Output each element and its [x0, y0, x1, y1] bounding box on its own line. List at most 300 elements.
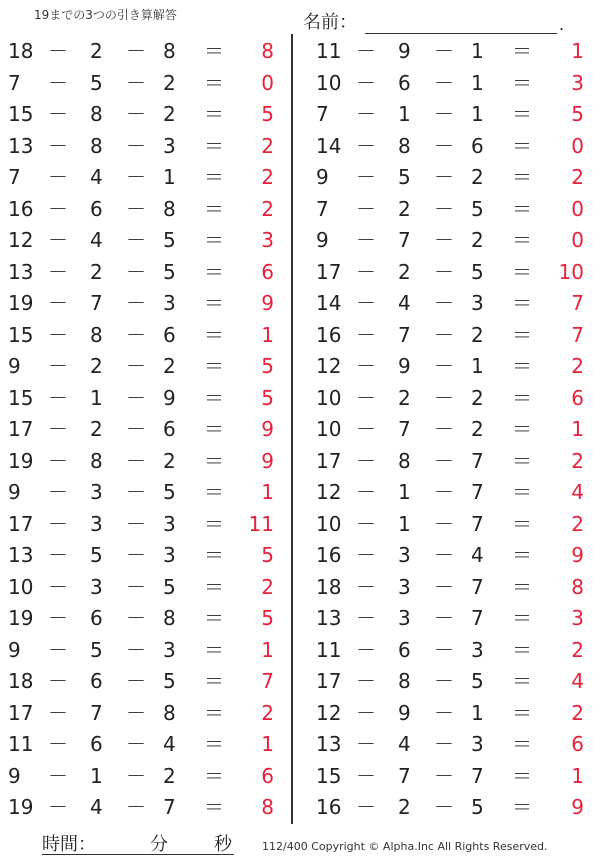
- equals-sign: ＝: [512, 606, 532, 630]
- first-number: 11: [316, 637, 342, 662]
- third-number: 2: [163, 763, 176, 788]
- answer: 5: [261, 543, 274, 567]
- second-number: 4: [90, 165, 103, 189]
- time-label: 時間：: [42, 834, 96, 855]
- third-number: 5: [163, 259, 176, 284]
- minus-sign: －: [356, 228, 376, 252]
- minus-sign: －: [434, 448, 454, 473]
- third-number: 5: [163, 574, 176, 599]
- problem-row: [0, 36, 290, 68]
- answer: 1: [571, 39, 584, 63]
- problem-row: [308, 666, 598, 698]
- minus-sign: －: [356, 606, 376, 630]
- answer: 2: [261, 700, 274, 725]
- minus-sign: －: [434, 637, 454, 662]
- second-number: 8: [90, 448, 103, 473]
- first-number: 19: [8, 291, 34, 315]
- minus-sign: －: [126, 732, 146, 756]
- minus-sign: －: [48, 417, 68, 441]
- equals-sign: ＝: [204, 574, 224, 599]
- first-number: 9: [316, 165, 329, 189]
- problem-row: [0, 162, 290, 194]
- seconds-label: 秒: [214, 834, 232, 855]
- minus-sign: －: [126, 196, 146, 221]
- minus-sign: －: [434, 543, 454, 567]
- equals-sign: ＝: [204, 70, 224, 95]
- problem-row: [0, 351, 290, 383]
- second-number: 4: [398, 732, 411, 756]
- minus-sign: －: [356, 70, 376, 95]
- first-number: 7: [8, 165, 21, 189]
- answer: 8: [261, 795, 274, 819]
- equals-sign: ＝: [512, 70, 532, 95]
- second-number: 2: [90, 354, 103, 378]
- equals-sign: ＝: [204, 165, 224, 189]
- second-number: 7: [398, 228, 411, 252]
- second-number: 5: [90, 543, 103, 567]
- problem-row: [308, 68, 598, 100]
- third-number: 3: [163, 511, 176, 536]
- equals-sign: ＝: [512, 763, 532, 788]
- second-number: 2: [398, 259, 411, 284]
- first-number: 16: [316, 795, 342, 819]
- first-number: 12: [8, 228, 34, 252]
- minus-sign: －: [48, 102, 68, 126]
- minus-sign: －: [434, 196, 454, 221]
- answer: 1: [261, 732, 274, 756]
- answer: 5: [261, 385, 274, 410]
- equals-sign: ＝: [204, 511, 224, 536]
- equals-sign: ＝: [512, 669, 532, 693]
- minus-sign: －: [434, 574, 454, 599]
- third-number: 4: [471, 543, 484, 567]
- equals-sign: ＝: [512, 354, 532, 378]
- minus-sign: －: [126, 165, 146, 189]
- problem-row: [308, 729, 598, 761]
- first-number: 18: [316, 574, 342, 599]
- answer: 8: [261, 39, 274, 63]
- minus-sign: －: [126, 385, 146, 410]
- third-number: 5: [163, 228, 176, 252]
- second-number: 3: [90, 574, 103, 599]
- problem-row: [308, 414, 598, 446]
- answer: 0: [571, 133, 584, 158]
- third-number: 3: [163, 291, 176, 315]
- equals-sign: ＝: [204, 196, 224, 221]
- minus-sign: －: [48, 196, 68, 221]
- third-number: 9: [163, 385, 176, 410]
- second-number: 4: [90, 795, 103, 819]
- copyright-footer: 112/400 Copyright © Alpha.Inc All Rights Reserved.: [262, 840, 548, 853]
- equals-sign: ＝: [512, 543, 532, 567]
- third-number: 5: [471, 196, 484, 221]
- problem-row: [308, 572, 598, 604]
- second-number: 5: [398, 165, 411, 189]
- third-number: 2: [471, 322, 484, 347]
- answer: 2: [571, 165, 584, 189]
- first-number: 19: [8, 606, 34, 630]
- first-number: 15: [8, 322, 34, 347]
- equals-sign: ＝: [204, 669, 224, 693]
- minus-sign: －: [48, 259, 68, 284]
- minus-sign: －: [434, 322, 454, 347]
- answer: 2: [261, 133, 274, 158]
- equals-sign: ＝: [204, 795, 224, 819]
- equals-sign: ＝: [204, 385, 224, 410]
- problem-row: [308, 225, 598, 257]
- minus-sign: －: [434, 354, 454, 378]
- first-number: 10: [316, 511, 342, 536]
- first-number: 13: [316, 732, 342, 756]
- first-number: 9: [8, 354, 21, 378]
- equals-sign: ＝: [512, 732, 532, 756]
- problem-row: [308, 320, 598, 352]
- answer: 7: [261, 669, 274, 693]
- first-number: 12: [316, 354, 342, 378]
- minus-sign: －: [434, 259, 454, 284]
- minus-sign: －: [48, 700, 68, 725]
- first-number: 17: [8, 511, 34, 536]
- second-number: 8: [90, 322, 103, 347]
- second-number: 1: [398, 511, 411, 536]
- equals-sign: ＝: [204, 606, 224, 630]
- answer: 9: [261, 417, 274, 441]
- minus-sign: －: [434, 133, 454, 158]
- problem-row: [308, 509, 598, 541]
- second-number: 2: [398, 385, 411, 410]
- equals-sign: ＝: [204, 259, 224, 284]
- first-number: 14: [316, 291, 342, 315]
- minus-sign: －: [356, 511, 376, 536]
- problem-row: [0, 792, 290, 824]
- third-number: 3: [163, 637, 176, 662]
- answer: 0: [261, 70, 274, 95]
- minus-sign: －: [48, 795, 68, 819]
- minus-sign: －: [48, 511, 68, 536]
- first-number: 18: [8, 669, 34, 693]
- second-number: 5: [90, 70, 103, 95]
- minus-sign: －: [48, 543, 68, 567]
- problem-row: [0, 446, 290, 478]
- first-number: 16: [8, 196, 34, 221]
- minus-sign: －: [434, 70, 454, 95]
- equals-sign: ＝: [512, 291, 532, 315]
- equals-sign: ＝: [512, 165, 532, 189]
- problem-row: [308, 635, 598, 667]
- problem-row: [0, 666, 290, 698]
- first-number: 10: [316, 417, 342, 441]
- minus-sign: －: [356, 795, 376, 819]
- first-number: 14: [316, 133, 342, 158]
- answer: 10: [558, 259, 584, 284]
- problem-row: [308, 99, 598, 131]
- minus-sign: －: [356, 196, 376, 221]
- minus-sign: －: [434, 669, 454, 693]
- equals-sign: ＝: [512, 385, 532, 410]
- second-number: 7: [398, 417, 411, 441]
- second-number: 8: [398, 448, 411, 473]
- third-number: 1: [471, 70, 484, 95]
- minus-sign: －: [126, 700, 146, 725]
- minus-sign: －: [356, 291, 376, 315]
- minus-sign: －: [356, 669, 376, 693]
- minus-sign: －: [356, 354, 376, 378]
- third-number: 5: [471, 795, 484, 819]
- third-number: 1: [471, 354, 484, 378]
- minus-sign: －: [356, 543, 376, 567]
- minus-sign: －: [126, 228, 146, 252]
- equals-sign: ＝: [512, 322, 532, 347]
- minus-sign: －: [434, 102, 454, 126]
- third-number: 8: [163, 196, 176, 221]
- equals-sign: ＝: [204, 700, 224, 725]
- answer: 6: [571, 385, 584, 410]
- problem-row: [308, 351, 598, 383]
- first-number: 11: [8, 732, 34, 756]
- equals-sign: ＝: [204, 291, 224, 315]
- problem-row: [0, 257, 290, 289]
- equals-sign: ＝: [204, 417, 224, 441]
- third-number: 1: [163, 165, 176, 189]
- minus-sign: －: [356, 39, 376, 63]
- second-number: 1: [90, 385, 103, 410]
- third-number: 1: [471, 102, 484, 126]
- second-number: 1: [90, 763, 103, 788]
- second-number: 3: [398, 543, 411, 567]
- third-number: 8: [163, 606, 176, 630]
- equals-sign: ＝: [512, 39, 532, 63]
- problem-row: [0, 603, 290, 635]
- equals-sign: ＝: [204, 637, 224, 662]
- third-number: 7: [163, 795, 176, 819]
- column-divider: [291, 34, 293, 824]
- minus-sign: －: [48, 637, 68, 662]
- minus-sign: －: [126, 39, 146, 63]
- minus-sign: －: [126, 543, 146, 567]
- problem-row: [0, 68, 290, 100]
- equals-sign: ＝: [512, 102, 532, 126]
- second-number: 2: [398, 196, 411, 221]
- equals-sign: ＝: [204, 322, 224, 347]
- answer: 2: [571, 448, 584, 473]
- third-number: 2: [163, 448, 176, 473]
- right-problem-column: [308, 36, 598, 824]
- minus-sign: －: [48, 228, 68, 252]
- minus-sign: －: [48, 480, 68, 504]
- third-number: 2: [471, 165, 484, 189]
- minus-sign: －: [48, 448, 68, 473]
- minus-sign: －: [126, 70, 146, 95]
- worksheet-title: 19までの3つの引き算解答: [34, 8, 177, 22]
- equals-sign: ＝: [512, 228, 532, 252]
- equals-sign: ＝: [512, 259, 532, 284]
- problem-row: [308, 383, 598, 415]
- equals-sign: ＝: [204, 354, 224, 378]
- second-number: 9: [398, 39, 411, 63]
- equals-sign: ＝: [512, 637, 532, 662]
- minus-sign: －: [356, 259, 376, 284]
- problem-row: [308, 162, 598, 194]
- equals-sign: ＝: [512, 511, 532, 536]
- third-number: 2: [163, 102, 176, 126]
- minus-sign: －: [126, 763, 146, 788]
- name-end-dot: .: [559, 15, 565, 34]
- third-number: 5: [471, 669, 484, 693]
- second-number: 6: [90, 606, 103, 630]
- problem-row: [308, 194, 598, 226]
- name-label: 名前：: [303, 12, 357, 33]
- minus-sign: －: [434, 511, 454, 536]
- minus-sign: －: [356, 102, 376, 126]
- minus-sign: －: [356, 133, 376, 158]
- first-number: 16: [316, 322, 342, 347]
- minus-sign: －: [434, 480, 454, 504]
- time-field: [42, 830, 234, 855]
- first-number: 13: [8, 133, 34, 158]
- minus-sign: －: [434, 417, 454, 441]
- minus-sign: －: [434, 228, 454, 252]
- problem-row: [0, 635, 290, 667]
- second-number: 6: [398, 70, 411, 95]
- third-number: 8: [163, 39, 176, 63]
- minus-sign: －: [48, 732, 68, 756]
- third-number: 7: [471, 763, 484, 788]
- problem-row: [0, 572, 290, 604]
- answer: 2: [571, 354, 584, 378]
- answer: 6: [261, 763, 274, 788]
- problem-row: [0, 288, 290, 320]
- second-number: 7: [398, 763, 411, 788]
- name-field: [303, 8, 564, 34]
- minus-sign: －: [356, 700, 376, 725]
- minus-sign: －: [434, 763, 454, 788]
- minus-sign: －: [48, 574, 68, 599]
- third-number: 6: [163, 322, 176, 347]
- answer: 5: [261, 102, 274, 126]
- equals-sign: ＝: [512, 480, 532, 504]
- second-number: 8: [90, 133, 103, 158]
- minus-sign: －: [356, 165, 376, 189]
- first-number: 11: [316, 39, 342, 63]
- problem-row: [0, 509, 290, 541]
- first-number: 13: [8, 543, 34, 567]
- second-number: 9: [398, 354, 411, 378]
- equals-sign: ＝: [204, 102, 224, 126]
- minus-sign: －: [48, 133, 68, 158]
- third-number: 7: [471, 511, 484, 536]
- equals-sign: ＝: [512, 448, 532, 473]
- problem-row: [0, 194, 290, 226]
- first-number: 17: [316, 669, 342, 693]
- equals-sign: ＝: [512, 417, 532, 441]
- equals-sign: ＝: [512, 133, 532, 158]
- name-blank-line: [365, 15, 557, 34]
- left-problem-column: [0, 36, 290, 824]
- minus-sign: －: [356, 417, 376, 441]
- equals-sign: ＝: [204, 39, 224, 63]
- third-number: 8: [163, 700, 176, 725]
- third-number: 7: [471, 606, 484, 630]
- minus-sign: －: [434, 39, 454, 63]
- second-number: 3: [398, 574, 411, 599]
- minus-sign: －: [48, 291, 68, 315]
- problem-row: [308, 761, 598, 793]
- minus-sign: －: [356, 322, 376, 347]
- answer: 0: [571, 196, 584, 221]
- answer: 9: [261, 291, 274, 315]
- first-number: 7: [316, 196, 329, 221]
- third-number: 3: [163, 543, 176, 567]
- minus-sign: －: [434, 165, 454, 189]
- third-number: 2: [471, 417, 484, 441]
- first-number: 9: [8, 637, 21, 662]
- second-number: 8: [398, 133, 411, 158]
- problem-row: [0, 698, 290, 730]
- second-number: 6: [90, 669, 103, 693]
- problem-row: [0, 414, 290, 446]
- minus-sign: －: [434, 385, 454, 410]
- second-number: 6: [398, 637, 411, 662]
- first-number: 17: [316, 448, 342, 473]
- problem-row: [0, 99, 290, 131]
- answer: 4: [571, 480, 584, 504]
- minus-sign: －: [48, 354, 68, 378]
- third-number: 5: [163, 480, 176, 504]
- first-number: 17: [8, 700, 34, 725]
- third-number: 2: [471, 228, 484, 252]
- first-number: 12: [316, 480, 342, 504]
- second-number: 1: [398, 480, 411, 504]
- minus-sign: －: [356, 763, 376, 788]
- equals-sign: ＝: [204, 543, 224, 567]
- minus-sign: －: [48, 322, 68, 347]
- minus-sign: －: [434, 291, 454, 315]
- minus-sign: －: [356, 732, 376, 756]
- second-number: 1: [398, 102, 411, 126]
- second-number: 2: [90, 39, 103, 63]
- minus-sign: －: [48, 385, 68, 410]
- minus-sign: －: [356, 480, 376, 504]
- second-number: 7: [90, 700, 103, 725]
- answer: 9: [261, 448, 274, 473]
- minus-sign: －: [126, 480, 146, 504]
- first-number: 18: [8, 39, 34, 63]
- answer: 3: [571, 606, 584, 630]
- first-number: 10: [316, 385, 342, 410]
- second-number: 3: [90, 511, 103, 536]
- first-number: 17: [316, 259, 342, 284]
- first-number: 19: [8, 795, 34, 819]
- answer: 5: [261, 354, 274, 378]
- problem-row: [0, 540, 290, 572]
- minus-sign: －: [434, 700, 454, 725]
- first-number: 7: [316, 102, 329, 126]
- equals-sign: ＝: [204, 228, 224, 252]
- minus-sign: －: [356, 448, 376, 473]
- minutes-label: 分: [150, 834, 168, 855]
- minus-sign: －: [356, 574, 376, 599]
- first-number: 9: [8, 763, 21, 788]
- problem-row: [0, 761, 290, 793]
- minus-sign: －: [126, 448, 146, 473]
- third-number: 2: [163, 70, 176, 95]
- answer: 5: [261, 606, 274, 630]
- minus-sign: －: [126, 133, 146, 158]
- problem-row: [0, 131, 290, 163]
- minus-sign: －: [48, 763, 68, 788]
- problem-row: [308, 698, 598, 730]
- minus-sign: －: [48, 669, 68, 693]
